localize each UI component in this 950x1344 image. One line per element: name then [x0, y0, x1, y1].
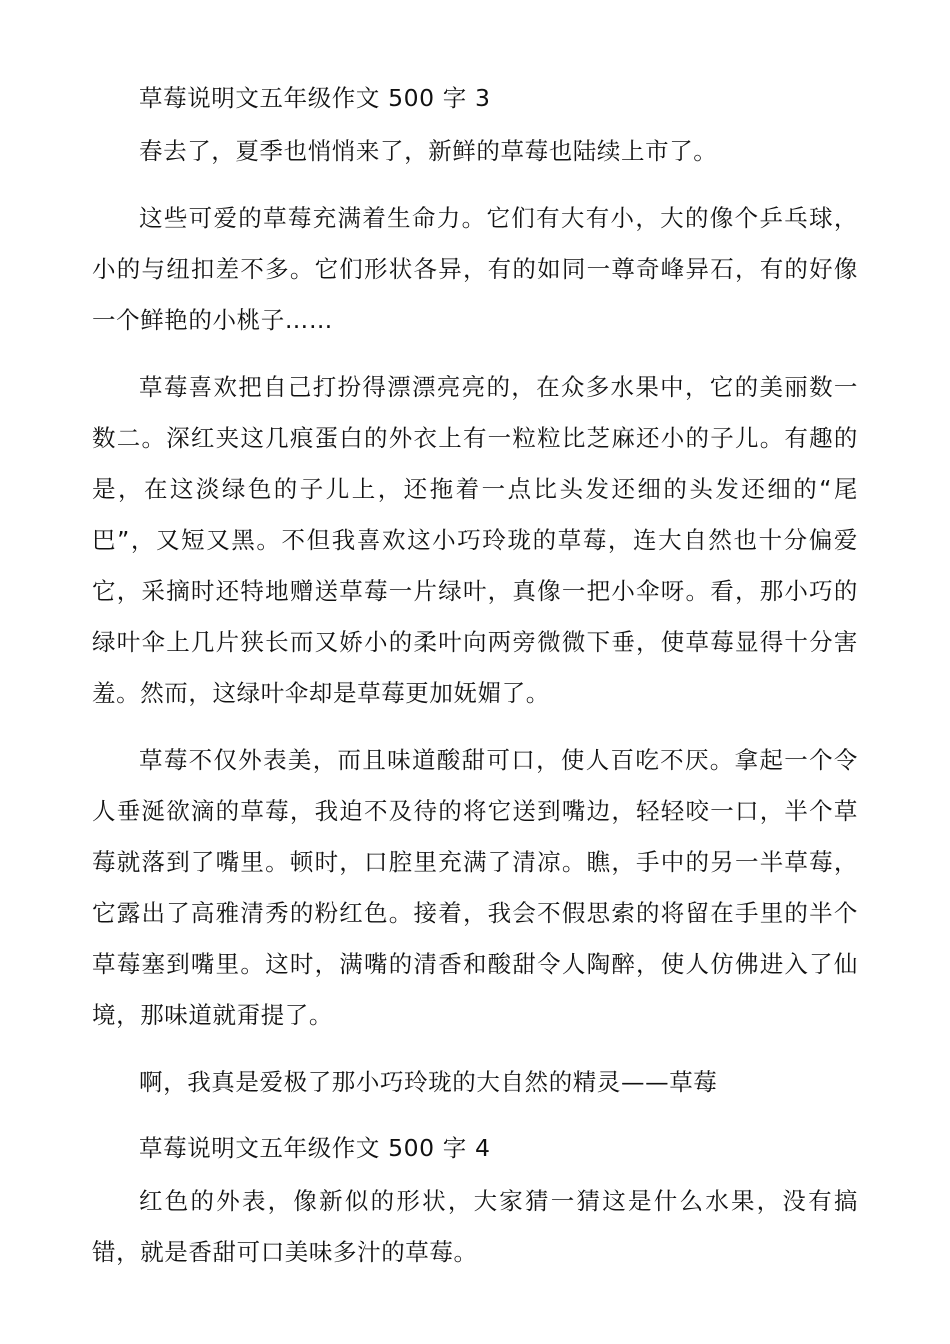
paragraph-shape: 这些可爱的草莓充满着生命力。它们有大有小，大的像个乒乓球，小的与纽扣差不多。它们形状各异，有的如同一尊奇峰异石，有的好像一个鲜艳的小桃子…… — [92, 204, 858, 334]
paragraph-taste: 草莓不仅外表美，而且味道酸甜可口，使人百吃不厌。拿起一个令人垂涎欲滴的草莓，我迫不及待的将它送到嘴边，轻轻咬一口，半个草莓就落到了嘴里。顿时，口腔里充满了清凉。瞧，手中的另一半草莓，它露出了高雅清秀的粉红色。接着，我会不假思索的将留在手里的半个草莓塞到嘴里。这时，满嘴的清香和酸甜令人陶醉，使人仿佛进入了仙境，那味道就甭提了。 — [92, 746, 858, 1029]
paragraph-appearance: 草莓喜欢把自己打扮得漂漂亮亮的，在众多水果中，它的美丽数一数二。深红夹这几痕蛋白的外衣上有一粒粒比芝麻还小的子儿。有趣的是，在这淡绿色的子儿上，还拖着一点比头发还细的头发还细的“尾巴”，又短又黑。不但我喜欢这小巧玲珑的草莓，连大自然也十分偏爱它，采摘时还特地赠送草莓一片绿叶，真像一把小伞呀。看，那小巧的绿叶伞上几片狭长而又娇小的柔叶向两旁微微下垂，使草莓显得十分害羞。然而，这绿叶伞却是草莓更加妩媚了。 — [92, 373, 858, 707]
paragraph-intro: 春去了，夏季也悄悄来了，新鲜的草莓也陆续上市了。 — [139, 137, 718, 165]
paragraph-conclusion: 啊，我真是爱极了那小巧玲珑的大自然的精灵——草莓 — [139, 1068, 718, 1096]
paragraph-essay4-intro: 红色的外表，像新似的形状，大家猜一猜这是什么水果，没有搞错，就是香甜可口美味多汁的草莓。 — [92, 1187, 858, 1266]
document-page — [92, 74, 858, 1294]
essay-heading-4: 草莓说明文五年级作文 500 字 4 — [139, 1134, 491, 1162]
essay-heading-3: 草莓说明文五年级作文 500 字 3 — [139, 84, 491, 112]
